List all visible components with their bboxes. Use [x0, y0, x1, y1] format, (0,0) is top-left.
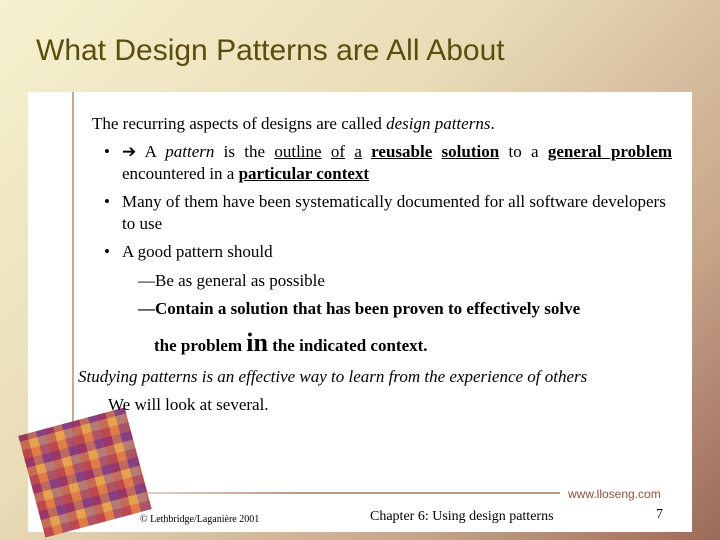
slide-title: What Design Patterns are All About [36, 34, 505, 67]
text-space [322, 142, 331, 161]
closing-line: We will look at several. [108, 394, 269, 414]
arrow-icon: ➔ [122, 142, 137, 162]
text-segment: the problem [154, 335, 247, 355]
text-outline: outline [274, 142, 322, 162]
text-particular-context: particular context [238, 164, 370, 184]
studying-text: Studying patterns is an effective way to learn from the experience of others [78, 366, 588, 386]
text-segment: the indicated context. [267, 335, 428, 355]
text-segment: is the [214, 142, 275, 162]
text-solution: solution [441, 142, 500, 162]
text-space [432, 142, 441, 161]
text-pattern: pattern [165, 142, 215, 162]
text-in: in [246, 327, 268, 357]
text-segment: encountered in a [122, 164, 239, 184]
slide-body [78, 113, 673, 416]
intro-period: . [490, 114, 495, 133]
intro-emphasis: design patterns [386, 114, 491, 133]
text-a: a [354, 142, 362, 162]
sub-item-general: —Be as general as possible [138, 270, 325, 290]
bullet-text: Many of them have been systematically documented for all software developers to use [122, 192, 666, 234]
footer-chapter: Chapter 6: Using design patterns [370, 509, 554, 524]
bullet-documented [92, 191, 672, 235]
sub-item-continuation [92, 326, 672, 360]
text-reusable: reusable [371, 142, 433, 162]
sub-item-contain-solution: —Contain a solution that has been proven to effectively solve [138, 298, 581, 318]
text-space [345, 142, 354, 161]
website-url: www.lloseng.com [568, 487, 661, 501]
bullet-icon: • [104, 192, 110, 212]
bullet-icon: • [104, 142, 110, 162]
intro-line [92, 113, 672, 135]
footer-copyright: © Lethbridge/Laganière 2001 [140, 514, 260, 525]
bullet-text: A good pattern should [122, 242, 273, 262]
text-segment: A [144, 142, 166, 162]
bullet-icon: • [104, 242, 110, 262]
intro-text: The recurring aspects of designs are called [92, 114, 387, 133]
text-of: of [330, 142, 346, 162]
text-space [362, 142, 371, 161]
studying-line [78, 366, 672, 388]
text-segment: to a [499, 142, 548, 162]
bullet-pattern-definition [92, 141, 672, 185]
text-general-problem: general problem [547, 142, 673, 162]
page-number: 7 [656, 507, 663, 522]
bullet-good-pattern [92, 241, 672, 263]
